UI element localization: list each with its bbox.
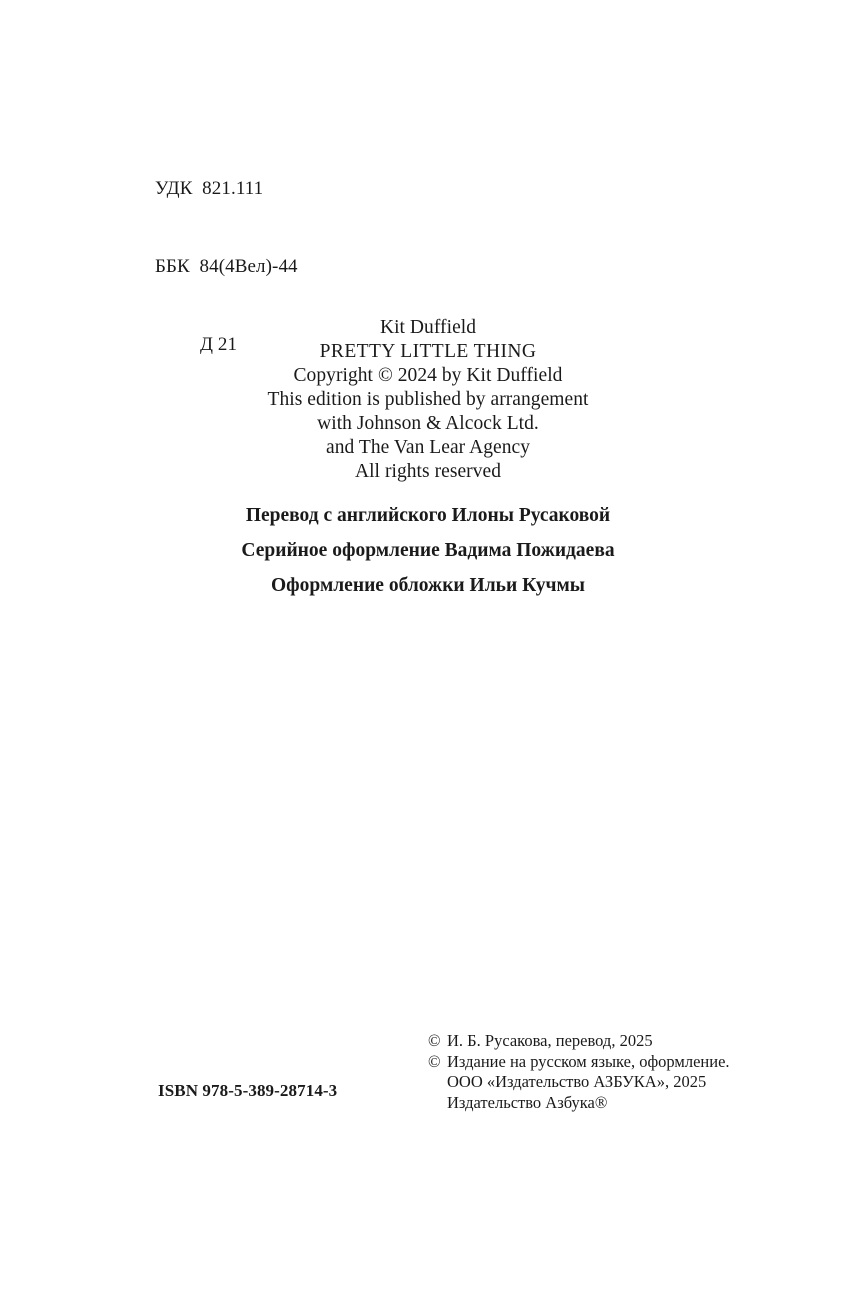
original-copyright: Copyright © 2024 by Kit Duffield	[293, 365, 563, 386]
credits-block	[0, 504, 856, 598]
shelf-code: Д 21	[200, 334, 238, 355]
arrangement-line-1: This edition is published by arrangement	[267, 389, 589, 410]
rights-line-2	[428, 1052, 758, 1073]
original-title: PRETTY LITTLE THING	[319, 341, 537, 362]
rights-line-1-text: И. Б. Русакова, перевод, 2025	[447, 1031, 653, 1050]
arrangement-line-3: and The Van Lear Agency	[325, 437, 531, 458]
bottom-block	[0, 1031, 856, 1121]
rights-line-3-text: ООО «Издательство АЗБУКА», 2025	[447, 1072, 707, 1091]
rights-line-2-text: Издание на русском языке, оформление.	[447, 1051, 730, 1071]
original-edition-block	[0, 316, 856, 609]
original-author: Kit Duffield	[379, 317, 477, 338]
bbk-code: ББК 84(4Вел)-44	[155, 256, 298, 277]
isbn: ISBN 978-5-389-28714-3	[158, 1081, 338, 1100]
all-rights-reserved: All rights reserved	[354, 461, 502, 482]
translator-credit: Перевод с английского Илоны Русаковой	[245, 505, 611, 526]
copyright-symbol-2: ©	[428, 1051, 441, 1071]
series-design-credit: Серийное оформление Вадима Пожидаева	[241, 540, 615, 561]
copyright-symbol-1: ©	[428, 1031, 441, 1050]
rights-line-4-text: Издательство Азбука®	[447, 1092, 608, 1112]
rights-notice	[428, 1031, 758, 1113]
cover-design-credit: Оформление обложки Ильи Кучмы	[271, 575, 585, 596]
rights-line-1	[428, 1031, 758, 1052]
udk-code: УДК 821.111	[155, 178, 264, 199]
arrangement-line-2: with Johnson & Alcock Ltd.	[317, 413, 539, 434]
